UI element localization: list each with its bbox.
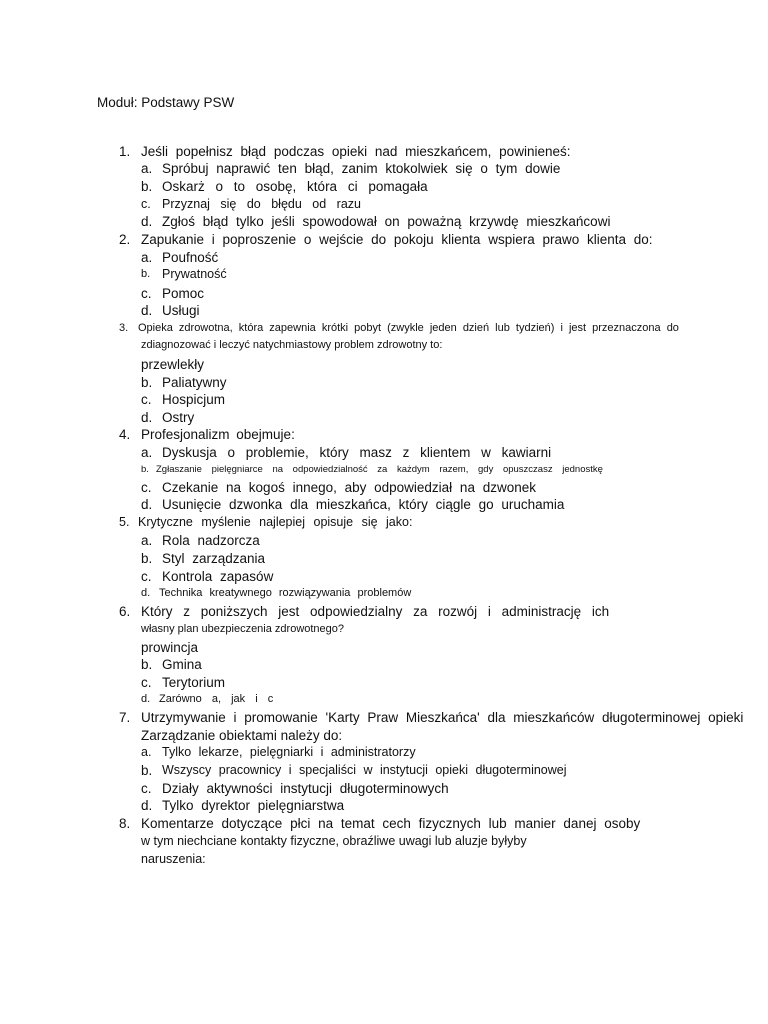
option-text: Pomoc (162, 286, 205, 301)
option-text: Paliatywny (162, 375, 227, 390)
option-letter: d. (141, 693, 151, 705)
option-text: Prywatność (162, 267, 227, 281)
option-letter: d. (141, 214, 153, 229)
question-text-line: Opieka zdrowotna, która zapewnia krótki pobyt (zwykle jeden dzień lub tydzień) i jest przeznaczona do (138, 322, 679, 334)
option-text: Hospicjum (162, 392, 226, 407)
option-letter: a. (141, 250, 153, 265)
question-number: 1. (119, 144, 131, 159)
question-text: Jeśli popełnisz błąd podczas opieki nad mieszkańcem, powinieneś: (141, 144, 571, 159)
option-text: Oskarż o to osobę, która ci pomagała (162, 179, 428, 194)
option-text: Rola nadzorcza (162, 533, 260, 548)
option-letter: b. (141, 464, 149, 475)
option-letter: d. (141, 497, 153, 512)
question-text-line: własny plan ubezpieczenia zdrowotnego? (141, 623, 345, 635)
question-text: Profesjonalizm obejmuje: (141, 427, 295, 442)
option-text: Terytorium (162, 675, 226, 690)
option-text: Poufność (162, 250, 219, 265)
option-text: Gmina (162, 657, 202, 672)
option-letter: c. (141, 569, 152, 584)
question-number: 7. (119, 710, 131, 725)
option-text: przewlekły (141, 357, 205, 372)
option-letter: d. (141, 303, 153, 318)
option-text: Zgłoś błąd tylko jeśli spowodował on poważną krzywdę mieszkańcowi (162, 214, 611, 229)
question-number: 4. (119, 427, 131, 442)
option-text: Usługi (162, 303, 200, 318)
option-text: Spróbuj naprawić ten błąd, zanim ktokolwiek się o tym dowie (162, 161, 561, 176)
option-letter: c. (141, 392, 152, 407)
option-letter: d. (141, 410, 153, 425)
option-letter: c. (141, 480, 152, 495)
option-letter: a. (141, 161, 153, 176)
option-text: Przyznaj się do błędu od razu (162, 197, 361, 211)
option-text: Tylko dyrektor pielęgniarstwa (162, 798, 345, 813)
option-text: Styl zarządzania (162, 551, 266, 566)
question-number: 5. (119, 515, 130, 529)
option-text: Usunięcie dzwonka dla mieszkańca, który ciągle go uruchamia (162, 497, 565, 512)
option-letter: a. (141, 745, 152, 759)
question-text-line: naruszenia: (141, 852, 206, 866)
question-text-line: w tym niechciane kontakty fizyczne, obraźliwe uwagi lub aluzje byłyby (141, 834, 527, 848)
option-text: Dyskusja o problemie, który masz z klientem w kawiarni (162, 445, 552, 460)
document-title: Moduł: Podstawy PSW (97, 95, 235, 110)
option-text: Tylko lekarze, pielęgniarki i administratorzy (162, 745, 416, 759)
question-text-line: Komentarze dotyczące płci na temat cech fizycznych lub manier danej osoby (141, 816, 641, 831)
option-letter: b. (141, 375, 153, 390)
question-text: Zapukanie i poproszenie o wejście do pokoju klienta wspiera prawo klienta do: (141, 232, 653, 247)
option-text: Zarówno a, jak i c (159, 693, 274, 705)
option-letter: c. (141, 197, 151, 211)
option-letter: b. (141, 551, 153, 566)
option-letter: d. (141, 798, 153, 813)
question-text-line: Zarządzanie obiektami należy do: (141, 728, 343, 743)
question-number: 8. (119, 816, 131, 831)
option-letter: d. (141, 587, 151, 599)
question-text-line: Utrzymywanie i promowanie 'Karty Praw Mieszkańca' dla mieszkańców długoterminowej opieki (141, 710, 744, 725)
option-letter: a. (141, 533, 153, 548)
option-text: Czekanie na kogoś innego, aby odpowiedział na dzwonek (162, 480, 536, 495)
option-text: Kontrola zapasów (162, 569, 274, 584)
option-text: Zgłaszanie pielęgniarce na odpowiedzialność za każdym razem, gdy opuszczasz jednostkę (156, 464, 603, 475)
option-text: Technika kreatywnego rozwiązywania problemów (159, 587, 412, 599)
question-text: Krytyczne myślenie najlepiej opisuje się jako: (138, 515, 413, 529)
option-letter: c. (141, 286, 152, 301)
option-letter: c. (141, 675, 152, 690)
question-number: 3. (119, 322, 129, 334)
option-text: Wszyscy pracownicy i specjaliści w instytucji opieki długoterminowej (162, 763, 567, 777)
option-letter: b. (141, 268, 151, 280)
option-letter: c. (141, 781, 152, 796)
option-letter: b. (141, 179, 153, 194)
question-text-line: Który z poniższych jest odpowiedzialny za rozwój i administrację ich (141, 604, 610, 619)
question-number: 2. (119, 232, 131, 247)
question-number: 6. (119, 604, 131, 619)
option-letter: b. (141, 763, 153, 778)
option-text: Ostry (162, 410, 195, 425)
option-letter: b. (141, 657, 153, 672)
option-letter: a. (141, 445, 153, 460)
option-text: prowincja (141, 640, 199, 655)
option-text: Działy aktywności instytucji długoterminowych (162, 781, 449, 796)
question-text-line: zdiagnozować i leczyć natychmiastowy problem zdrowotny to: (141, 339, 443, 351)
